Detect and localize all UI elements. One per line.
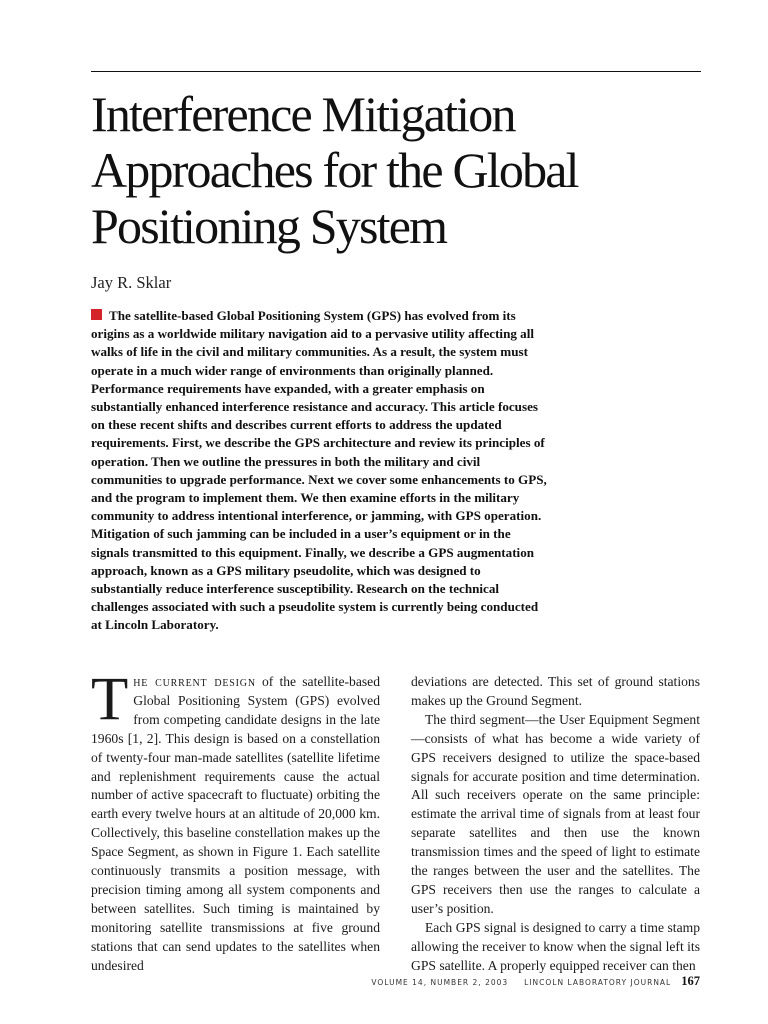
footer-journal: LINCOLN LABORATORY JOURNAL (524, 978, 672, 987)
top-rule (91, 71, 701, 72)
body-paragraph: Each GPS signal is designed to carry a time stamp allowing the receiver to know when the signal left its GPS satellite. A properly equipped receiver can then (411, 919, 700, 973)
body-text: of the satellite-based Global Positioning System (GPS) evolved from competing candidate designs in the late 1960s [1, 2]. This design is based on a constellation of twenty-four man-made satellites (satellite lifetime and replenishment requirements cause the actual number of active spacecraft to fluctuate) orbiting the earth every twelve hours at an altitude of 20,000 km. Collectively, this baseline constellation makes up the Space Segment, as shown in Figure 1. Each satellite continuously transmits a position message, with precision timing among all system components and between satellites. Such timing is maintained by monitoring satellite transmissions at five ground stations that can send updates to the satellites when undesired (91, 674, 380, 973)
abstract-text: The satellite-based Global Positioning System (GPS) has evolved from its origins as a worldwide military navigation aid to a pervasive utility affecting all walks of life in the civil and military communities. As a result, the system must operate in a much wider range of environments than originally planned. Performance requirements have expanded, with a greater emphasis on substantially enhanced interference resistance and accuracy. This article focuses on these recent shifts and describes current efforts to address the updated requirements. First, we describe the GPS architecture and review its principles of operation. Then we outline the pressures in both the military and civil communities to upgrade performance. Next we cover some enhancements to GPS, and the program to implement them. We then examine efforts in the military community to address intentional interference, or jamming, with GPS operation. Mitigation of such jamming can be included in a user’s equipment or in the signals transmitted to this equipment. Finally, we describe a GPS augmentation approach, known as a GPS military pseudolite, which was designed to substantially reduce interference susceptibility. Research on the technical challenges associated with such a pseudolite system is currently being conducted at Lincoln Laboratory. (91, 308, 547, 633)
abstract (91, 307, 549, 635)
drop-cap: T (91, 666, 129, 733)
article-title (91, 86, 711, 254)
page-footer (371, 974, 700, 989)
body-paragraph: The third segment—the User Equipment Segment—consists of what has become a wide variety of GPS receivers designed to utilize the space-based signals for accurate position and time determination. All such receivers operate on the same principle: estimate the arrival time of signals from at least four separate satellites and then use the known transmission times and the speed of light to estimate the ranges between the user and the satellites. The GPS receivers then use the ranges to calculate a user’s position. (411, 711, 700, 916)
body-paragraph (91, 666, 380, 976)
author-name: Jay R. Sklar (91, 273, 172, 292)
body-column-right (411, 673, 700, 976)
title-line-1: Interference Mitigation (91, 86, 515, 142)
title-line-2: Approaches for the Global (91, 142, 578, 198)
footer-volume: VOLUME 14, NUMBER 2, 2003 (371, 978, 509, 987)
body-paragraph: deviations are detected. This set of ground stations makes up the Ground Segment. (411, 674, 700, 708)
lead-in-small-caps: he current design (133, 674, 256, 689)
title-line-3: Positioning System (91, 198, 447, 254)
body-column-left (91, 666, 380, 976)
page-number: 167 (681, 974, 700, 988)
red-square-marker-icon (91, 309, 102, 320)
